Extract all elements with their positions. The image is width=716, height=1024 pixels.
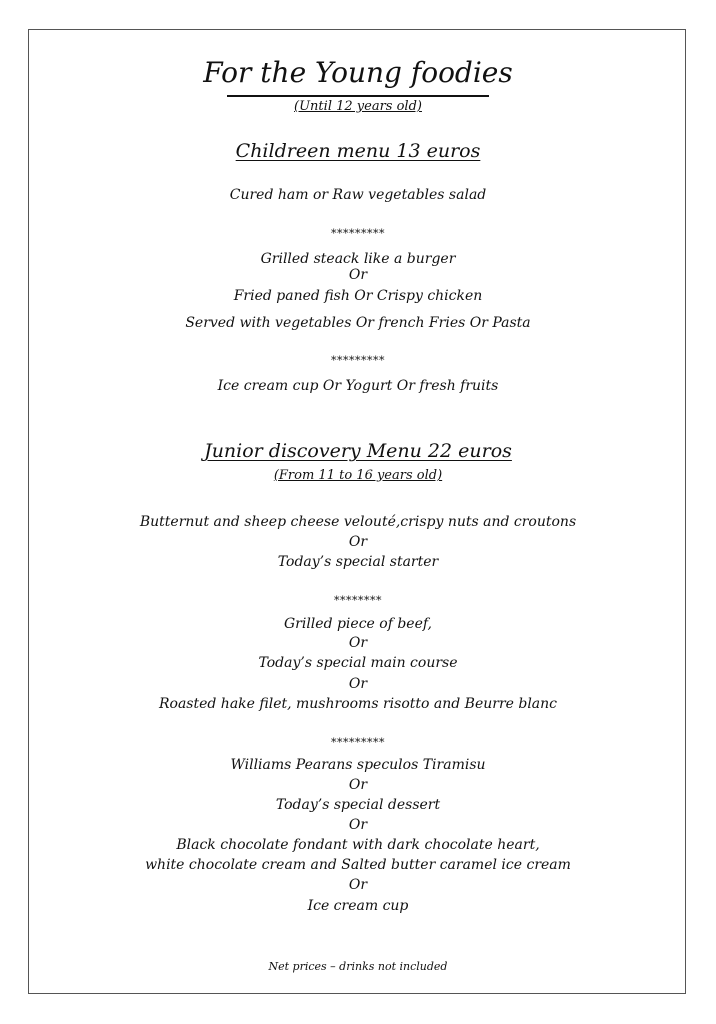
children-main-1: Grilled steack like a burger xyxy=(260,251,456,267)
children-menu-heading: Childreen menu 13 euros xyxy=(235,140,481,162)
junior-age-subtitle: (From 11 to 16 years old) xyxy=(273,468,443,483)
junior-menu-heading: Junior discovery Menu 22 euros xyxy=(204,440,512,462)
separator: ******** xyxy=(334,594,382,607)
children-starter: Cured ham or Raw vegetables salad xyxy=(229,187,487,203)
page-title: For the Young foodies xyxy=(203,56,513,89)
or-text: Or xyxy=(348,267,368,283)
or-text: Or xyxy=(348,817,368,833)
junior-starter-2: Today’s special starter xyxy=(277,554,439,570)
junior-starter-1: Butternut and sheep cheese velouté,crispy nuts and croutons xyxy=(139,514,577,530)
title-underline xyxy=(227,95,489,97)
age-subtitle: (Until 12 years old) xyxy=(294,99,422,114)
or-text: Or xyxy=(348,877,368,893)
separator: ********* xyxy=(331,227,385,240)
junior-main-3: Roasted hake filet, mushrooms risotto and Beurre blanc xyxy=(158,696,558,712)
separator: ********* xyxy=(331,354,385,367)
or-text: Or xyxy=(348,635,368,651)
junior-dessert-3a: Black chocolate fondant with dark chocolate heart, xyxy=(176,837,540,853)
children-dessert: Ice cream cup Or Yogurt Or fresh fruits xyxy=(217,378,499,394)
or-text: Or xyxy=(348,534,368,550)
junior-dessert-1: Williams Pearans speculos Tiramisu xyxy=(230,757,486,773)
separator: ********* xyxy=(331,736,385,749)
junior-dessert-4: Ice cream cup xyxy=(307,898,409,914)
or-text: Or xyxy=(348,676,368,692)
or-text: Or xyxy=(348,777,368,793)
children-main-2: Fried paned fish Or Crispy chicken xyxy=(233,288,483,304)
junior-dessert-2: Today’s special dessert xyxy=(275,797,441,813)
junior-main-2: Today’s special main course xyxy=(258,655,458,671)
junior-main-1: Grilled piece of beef, xyxy=(283,616,433,632)
junior-dessert-3b: white chocolate cream and Salted butter caramel ice cream xyxy=(145,857,571,873)
footer-note: Net prices – drinks not included xyxy=(268,960,448,973)
children-main-3: Served with vegetables Or french Fries Or Pasta xyxy=(185,315,531,331)
